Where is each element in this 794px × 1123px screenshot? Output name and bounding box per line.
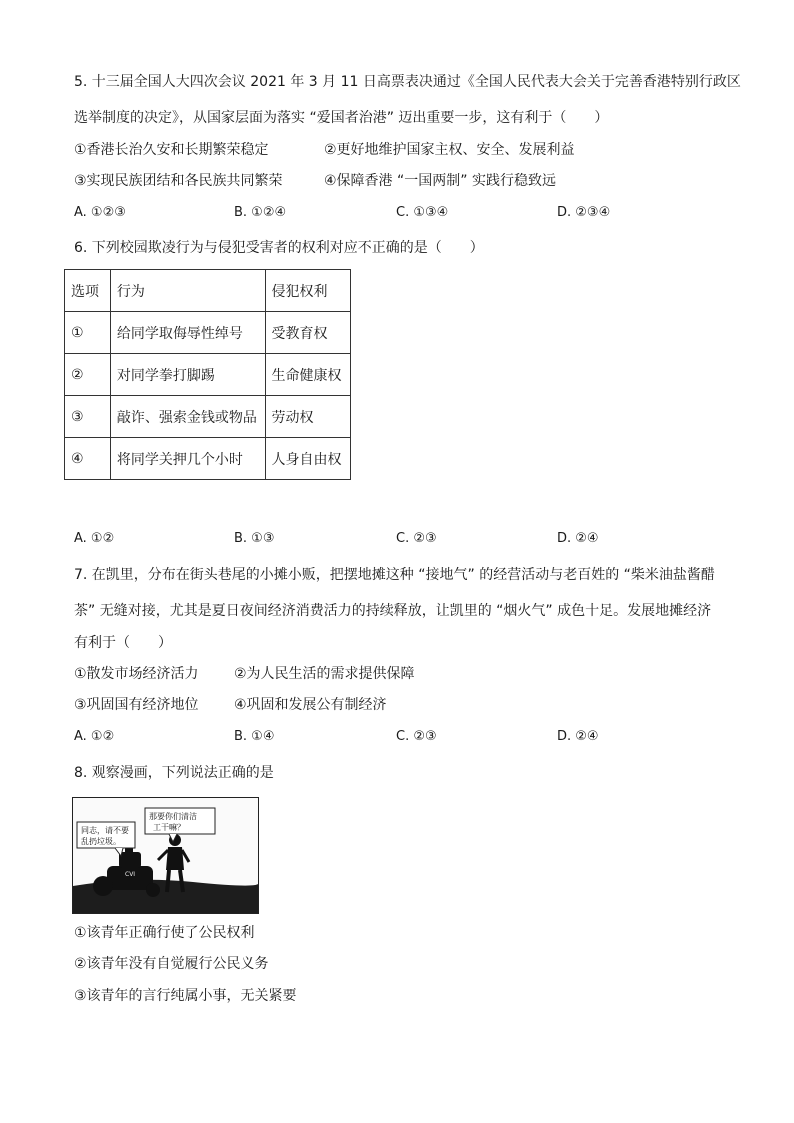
bubble-left-text-2: 乱扔垃圾。 [81, 837, 121, 846]
table-cell: 敲诈、强索金钱或物品 [110, 396, 265, 438]
q7-choice-b: B. ①④ [234, 729, 275, 744]
table-cell: 给同学取侮辱性绰号 [110, 312, 265, 354]
q6-choice-c: C. ②③ [396, 531, 437, 546]
garbage-truck-icon [93, 844, 160, 897]
table-cell: ① [65, 312, 111, 354]
table-cell: ④ [65, 438, 111, 480]
table-row [65, 354, 351, 396]
bubble-right-text-1: 那要你们清洁 [149, 812, 197, 821]
q5-stem-line1: 5. 十三届全国人大四次会议 2021 年 3 月 11 日高票表决通过《全国人民代表大会关于完善香港特别行政区 [74, 74, 741, 90]
q6-table [64, 269, 351, 480]
table-row [65, 438, 351, 480]
q7-statement-1: ①散发市场经济活力 [74, 666, 199, 682]
table-header-cell: 侵犯权利 [265, 270, 350, 312]
q7-stem-line2: 茶” 无缝对接，尤其是夏日夜间经济消费活力的持续释放，让凯里的 “烟火气” 成色十足。发展地摊经济 [74, 603, 712, 619]
q6-choice-b: B. ①③ [234, 531, 275, 546]
table-header-row [65, 270, 351, 312]
q5-choice-a: A. ①②③ [74, 205, 126, 220]
table-cell: ② [65, 354, 111, 396]
bubble-left-text-1: 同志，请不要 [81, 826, 129, 835]
q7-statement-2: ②为人民生活的需求提供保障 [234, 666, 415, 682]
table-cell: 受教育权 [265, 312, 350, 354]
q6-choice-d: D. ②④ [557, 531, 599, 546]
table-header-cell: 选项 [65, 270, 111, 312]
q7-stem-line3: 有利于（ ） [74, 635, 172, 651]
q5-choice-b: B. ①②④ [234, 205, 287, 220]
q5-statement-4: ④保障香港 “一国两制” 实践行稳致远 [324, 173, 556, 189]
q5-choice-c: C. ①③④ [396, 205, 449, 220]
q8-statement-2: ②该青年没有自觉履行公民义务 [74, 956, 269, 972]
q5-stem-line2: 选举制度的决定》，从国家层面为落实 “爱国者治港” 迈出重要一步，这有利于（ ） [74, 110, 609, 126]
table-cell: 对同学拳打脚踢 [110, 354, 265, 396]
table-cell: ③ [65, 396, 111, 438]
q7-choice-c: C. ②③ [396, 729, 437, 744]
q5-choice-d: D. ②③④ [557, 205, 611, 220]
table-row [65, 396, 351, 438]
cartoon-image [72, 797, 259, 914]
q5-statement-2: ②更好地维护国家主权、安全、发展利益 [324, 142, 575, 158]
table-cell: 劳动权 [265, 396, 350, 438]
table-header-cell: 行为 [110, 270, 265, 312]
q7-choice-a: A. ①② [74, 729, 115, 744]
q8-statement-1: ①该青年正确行使了公民权利 [74, 925, 255, 941]
q7-choice-d: D. ②④ [557, 729, 599, 744]
q6-choice-a: A. ①② [74, 531, 115, 546]
table-row [65, 312, 351, 354]
svg-text:CVI: CVI [125, 871, 136, 878]
q5-statement-1: ①香港长治久安和长期繁荣稳定 [74, 142, 269, 158]
table-cell: 将同学关押几个小时 [110, 438, 265, 480]
q8-stem: 8. 观察漫画，下列说法正确的是 [74, 765, 274, 781]
bubble-right-text-2: 工干嘛？ [153, 823, 185, 832]
q7-stem-line1: 7. 在凯里，分布在街头巷尾的小摊小贩，把摆地摊这种 “接地气” 的经营活动与老百姓的 “柴米油盐酱醋 [74, 567, 715, 583]
q7-statement-3: ③巩固国有经济地位 [74, 697, 199, 713]
q7-statement-4: ④巩固和发展公有制经济 [234, 697, 387, 713]
q5-statement-3: ③实现民族团结和各民族共同繁荣 [74, 173, 283, 189]
q8-statement-3: ③该青年的言行纯属小事，无关紧要 [74, 988, 297, 1004]
table-cell: 生命健康权 [265, 354, 350, 396]
table-cell: 人身自由权 [265, 438, 350, 480]
q6-stem: 6. 下列校园欺凌行为与侵犯受害者的权利对应不正确的是（ ） [74, 240, 484, 256]
